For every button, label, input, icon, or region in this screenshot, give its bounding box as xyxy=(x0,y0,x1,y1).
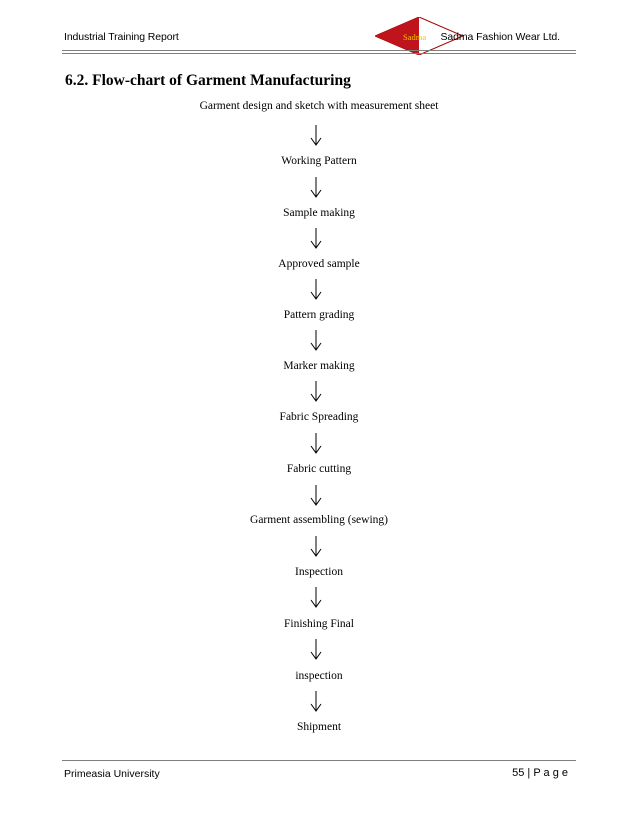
down-arrow-icon xyxy=(309,586,323,608)
flow-step: Garment assembling (sewing) xyxy=(250,514,388,526)
section-title: 6.2. Flow-chart of Garment Manufacturing xyxy=(65,72,351,89)
flow-step: Shipment xyxy=(296,721,342,733)
down-arrow-icon xyxy=(309,690,323,712)
flow-step: Finishing Final xyxy=(284,618,354,630)
footer-left-text: Primeasia University xyxy=(64,768,160,780)
logo-text: Sadma xyxy=(403,32,427,42)
flow-step: Fabric cutting xyxy=(286,463,352,475)
flow-step: Inspection xyxy=(295,566,343,578)
flow-step: Marker making xyxy=(283,360,355,372)
down-arrow-icon xyxy=(309,535,323,557)
down-arrow-icon xyxy=(309,432,323,454)
footer-rule xyxy=(62,760,576,761)
header-rule xyxy=(62,50,576,51)
down-arrow-icon xyxy=(309,278,323,300)
down-arrow-icon xyxy=(309,227,323,249)
header-left-text: Industrial Training Report xyxy=(64,31,179,43)
header-right-text: Sadma Fashion Wear Ltd. xyxy=(440,31,560,43)
header-rule-inner xyxy=(62,53,576,54)
down-arrow-icon xyxy=(309,329,323,351)
flow-step: Approved sample xyxy=(278,258,360,270)
page-number: 55 | P a g e xyxy=(512,767,568,779)
down-arrow-icon xyxy=(309,638,323,660)
flow-step: Garment design and sketch with measurement sheet xyxy=(199,100,439,112)
down-arrow-icon xyxy=(309,380,323,402)
down-arrow-icon xyxy=(309,124,323,146)
flow-step: inspection xyxy=(295,670,343,682)
flow-step: Fabric Spreading xyxy=(279,411,359,423)
flow-step: Sample making xyxy=(283,207,355,219)
flow-step: Pattern grading xyxy=(283,309,355,321)
down-arrow-icon xyxy=(309,484,323,506)
down-arrow-icon xyxy=(309,176,323,198)
flow-step: Working Pattern xyxy=(281,155,357,167)
